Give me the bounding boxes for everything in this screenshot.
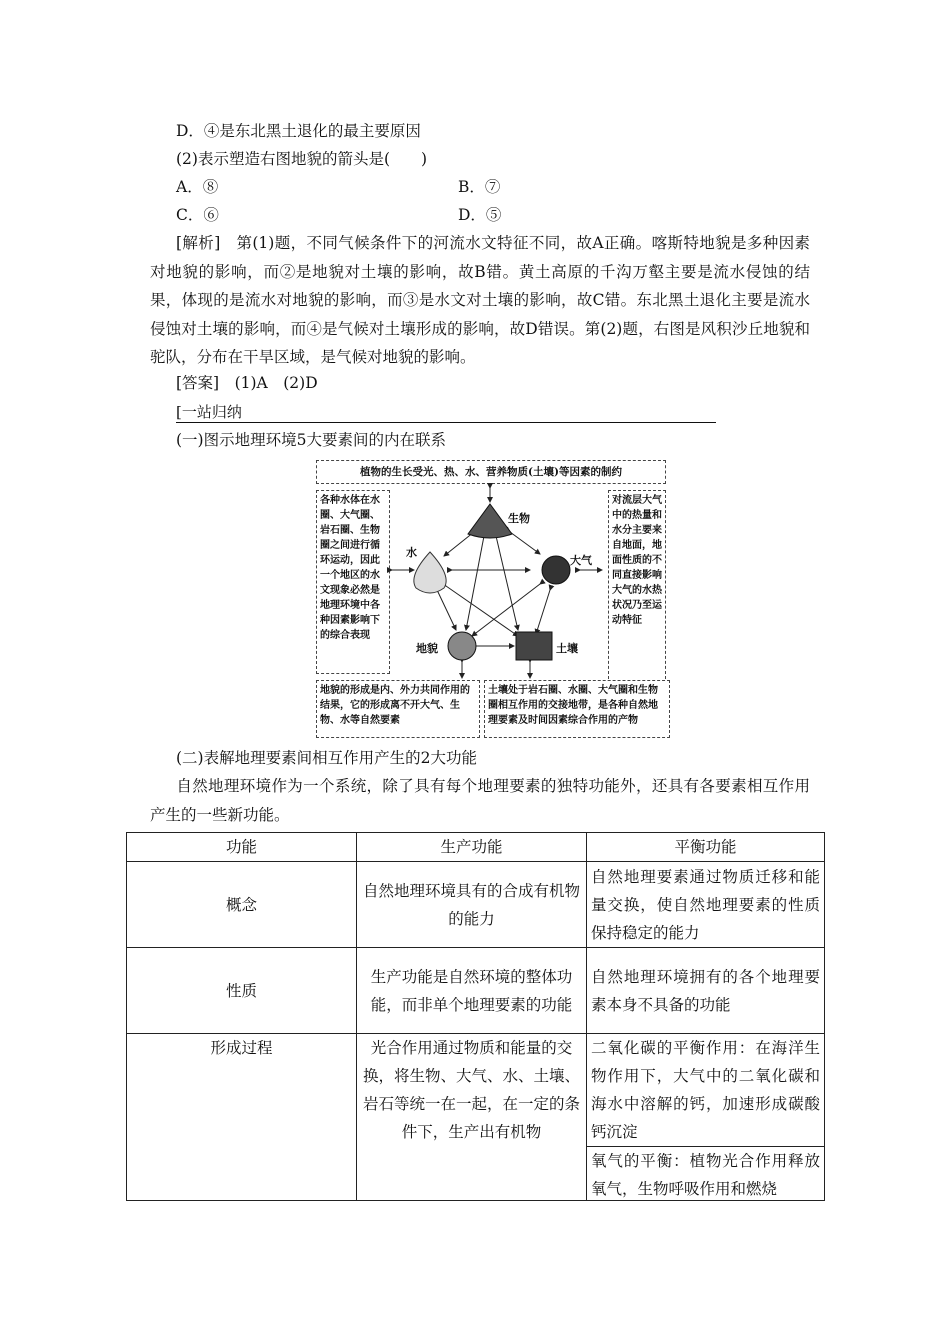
table-row-label: 概念 [127, 862, 357, 948]
table-row [127, 948, 825, 1034]
diagram-bottom-left-box: 地貌的形成是内、外力共同作用的结果，它的形成离不开大气、生物、水等自然要素 [316, 680, 480, 738]
question-2-stem: (2)表示塑造右图地貌的箭头是( ) [176, 150, 428, 168]
water-icon [414, 552, 446, 593]
table-cell: 氧气的平衡：植物光合作用释放氧气，生物呼吸作用和燃烧 [591, 1152, 820, 1198]
table-cell: 自然地理要素通过物质迁移和能量交换，使自然地理要素的性质保持稳定的能力 [591, 867, 820, 942]
arrow-biology-soil [496, 536, 518, 630]
arrow-atmosphere-soil [536, 590, 550, 634]
table-row-label: 性质 [127, 948, 357, 1034]
analysis-paragraph [150, 229, 810, 372]
table-header-cell: 生产功能 [357, 833, 587, 862]
table-header-cell: 功能 [127, 833, 357, 862]
table-header-cell: 平衡功能 [587, 833, 825, 862]
table-cell: 光合作用通过物质和能量的交换，将生物、大气、水、土壤、岩石等统一在一起，在一定的条件下，生产出有机物 [363, 1039, 581, 1141]
analysis-text: [解析] 第(1)题，不同气候条件下的河流水文特征不同，故A正确。喀斯特地貌是多种因素对地貌的影响，而②是地貌对土壤的影响，故B错。黄土高原的千沟万壑主要是流水侵蚀的结果，体现的是流水对地貌的影响，而③是水文对土壤的影响，故C错。东北黑土退化主要是流水侵蚀对土壤的影响，而④是气候对土壤形成的影响，故D错误。第(2)题，右图是风积沙丘地貌和驼队，分布在干旱区域，是气候对地貌的影响。 [150, 234, 810, 366]
node-landform-label: 地貌 [416, 642, 438, 655]
biology-icon [468, 504, 512, 538]
diagram-left-box: 各种水体在水圈、大气圈、岩石圈、生物圈之间进行循环运动，因此一个地区的水文现象必然是地理环境中各种因素影响下的综合表现 [316, 490, 390, 674]
table-row [127, 1034, 825, 1147]
option-d: D．⑤ [458, 206, 502, 224]
option-a: A．⑧ [176, 178, 219, 196]
functions-table [126, 832, 825, 1201]
node-water-label: 水 [406, 546, 417, 559]
table-row-label-text: 形成过程 [210, 1039, 273, 1057]
option-c: C．⑥ [176, 206, 219, 224]
node-soil-label: 土壤 [556, 642, 578, 655]
table-row-label [127, 1034, 357, 1201]
arrow-biology-atmosphere [510, 532, 540, 554]
arrow-water-landform [438, 592, 456, 630]
node-biology-label: 生物 [508, 512, 530, 525]
diagram-right-box: 对流层大气中的热量和水分主要来自地面，地面性质的不同直接影响大气的水热状况乃至运动特征 [608, 490, 666, 684]
section-2-intro [150, 772, 810, 829]
table-cell: 自然地理环境拥有的各个地理要素本身不具备的功能 [591, 967, 820, 1014]
atmosphere-icon [542, 556, 570, 584]
table-cell: 自然地理环境具有的合成有机物的能力 [363, 881, 581, 928]
five-elements-diagram [312, 458, 670, 740]
node-atmosphere-label: 大气 [570, 554, 592, 567]
diagram-bottom-right-box: 土壤处于岩石圈、水圈、大气圈和生物圈相互作用的交接地带，是各种自然地理要素及时间因素综合作用的产物 [484, 680, 670, 738]
diagram-top-box: 植物的生长受光、热、水、营养物质(土壤)等因素的制约 [316, 460, 666, 484]
arrow-biology-water [444, 532, 474, 556]
answer-line: [答案] (1)A (2)D [176, 374, 318, 392]
option-d-part1: D．④是东北黑土退化的最主要原因 [176, 122, 421, 140]
table-header-row [127, 833, 825, 862]
summary-heading [176, 402, 716, 423]
table-cell: 二氧化碳的平衡作用：在海洋生物作用下，大气中的二氧化碳和海水中溶解的钙，加速形成碳酸钙沉淀 [591, 1039, 820, 1141]
summary-heading-label: [一站归纳 [176, 403, 242, 421]
diagram-arrows [312, 458, 670, 740]
arrow-biology-landform [466, 536, 484, 630]
table-row [127, 862, 825, 948]
table-cell: 生产功能是自然环境的整体功能，而非单个地理要素的功能 [370, 967, 573, 1014]
option-b: B．⑦ [458, 178, 501, 196]
soil-icon [516, 632, 552, 660]
section-2-title: (二)表解地理要素间相互作用产生的2大功能 [176, 749, 477, 767]
section-2-intro-text: 自然地理环境作为一个系统，除了具有每个地理要素的独特功能外，还具有各要素相互作用产生的一些新功能。 [150, 777, 810, 824]
section-1-title: (一)图示地理环境5大要素间的内在联系 [176, 431, 446, 449]
landform-icon [448, 632, 476, 660]
